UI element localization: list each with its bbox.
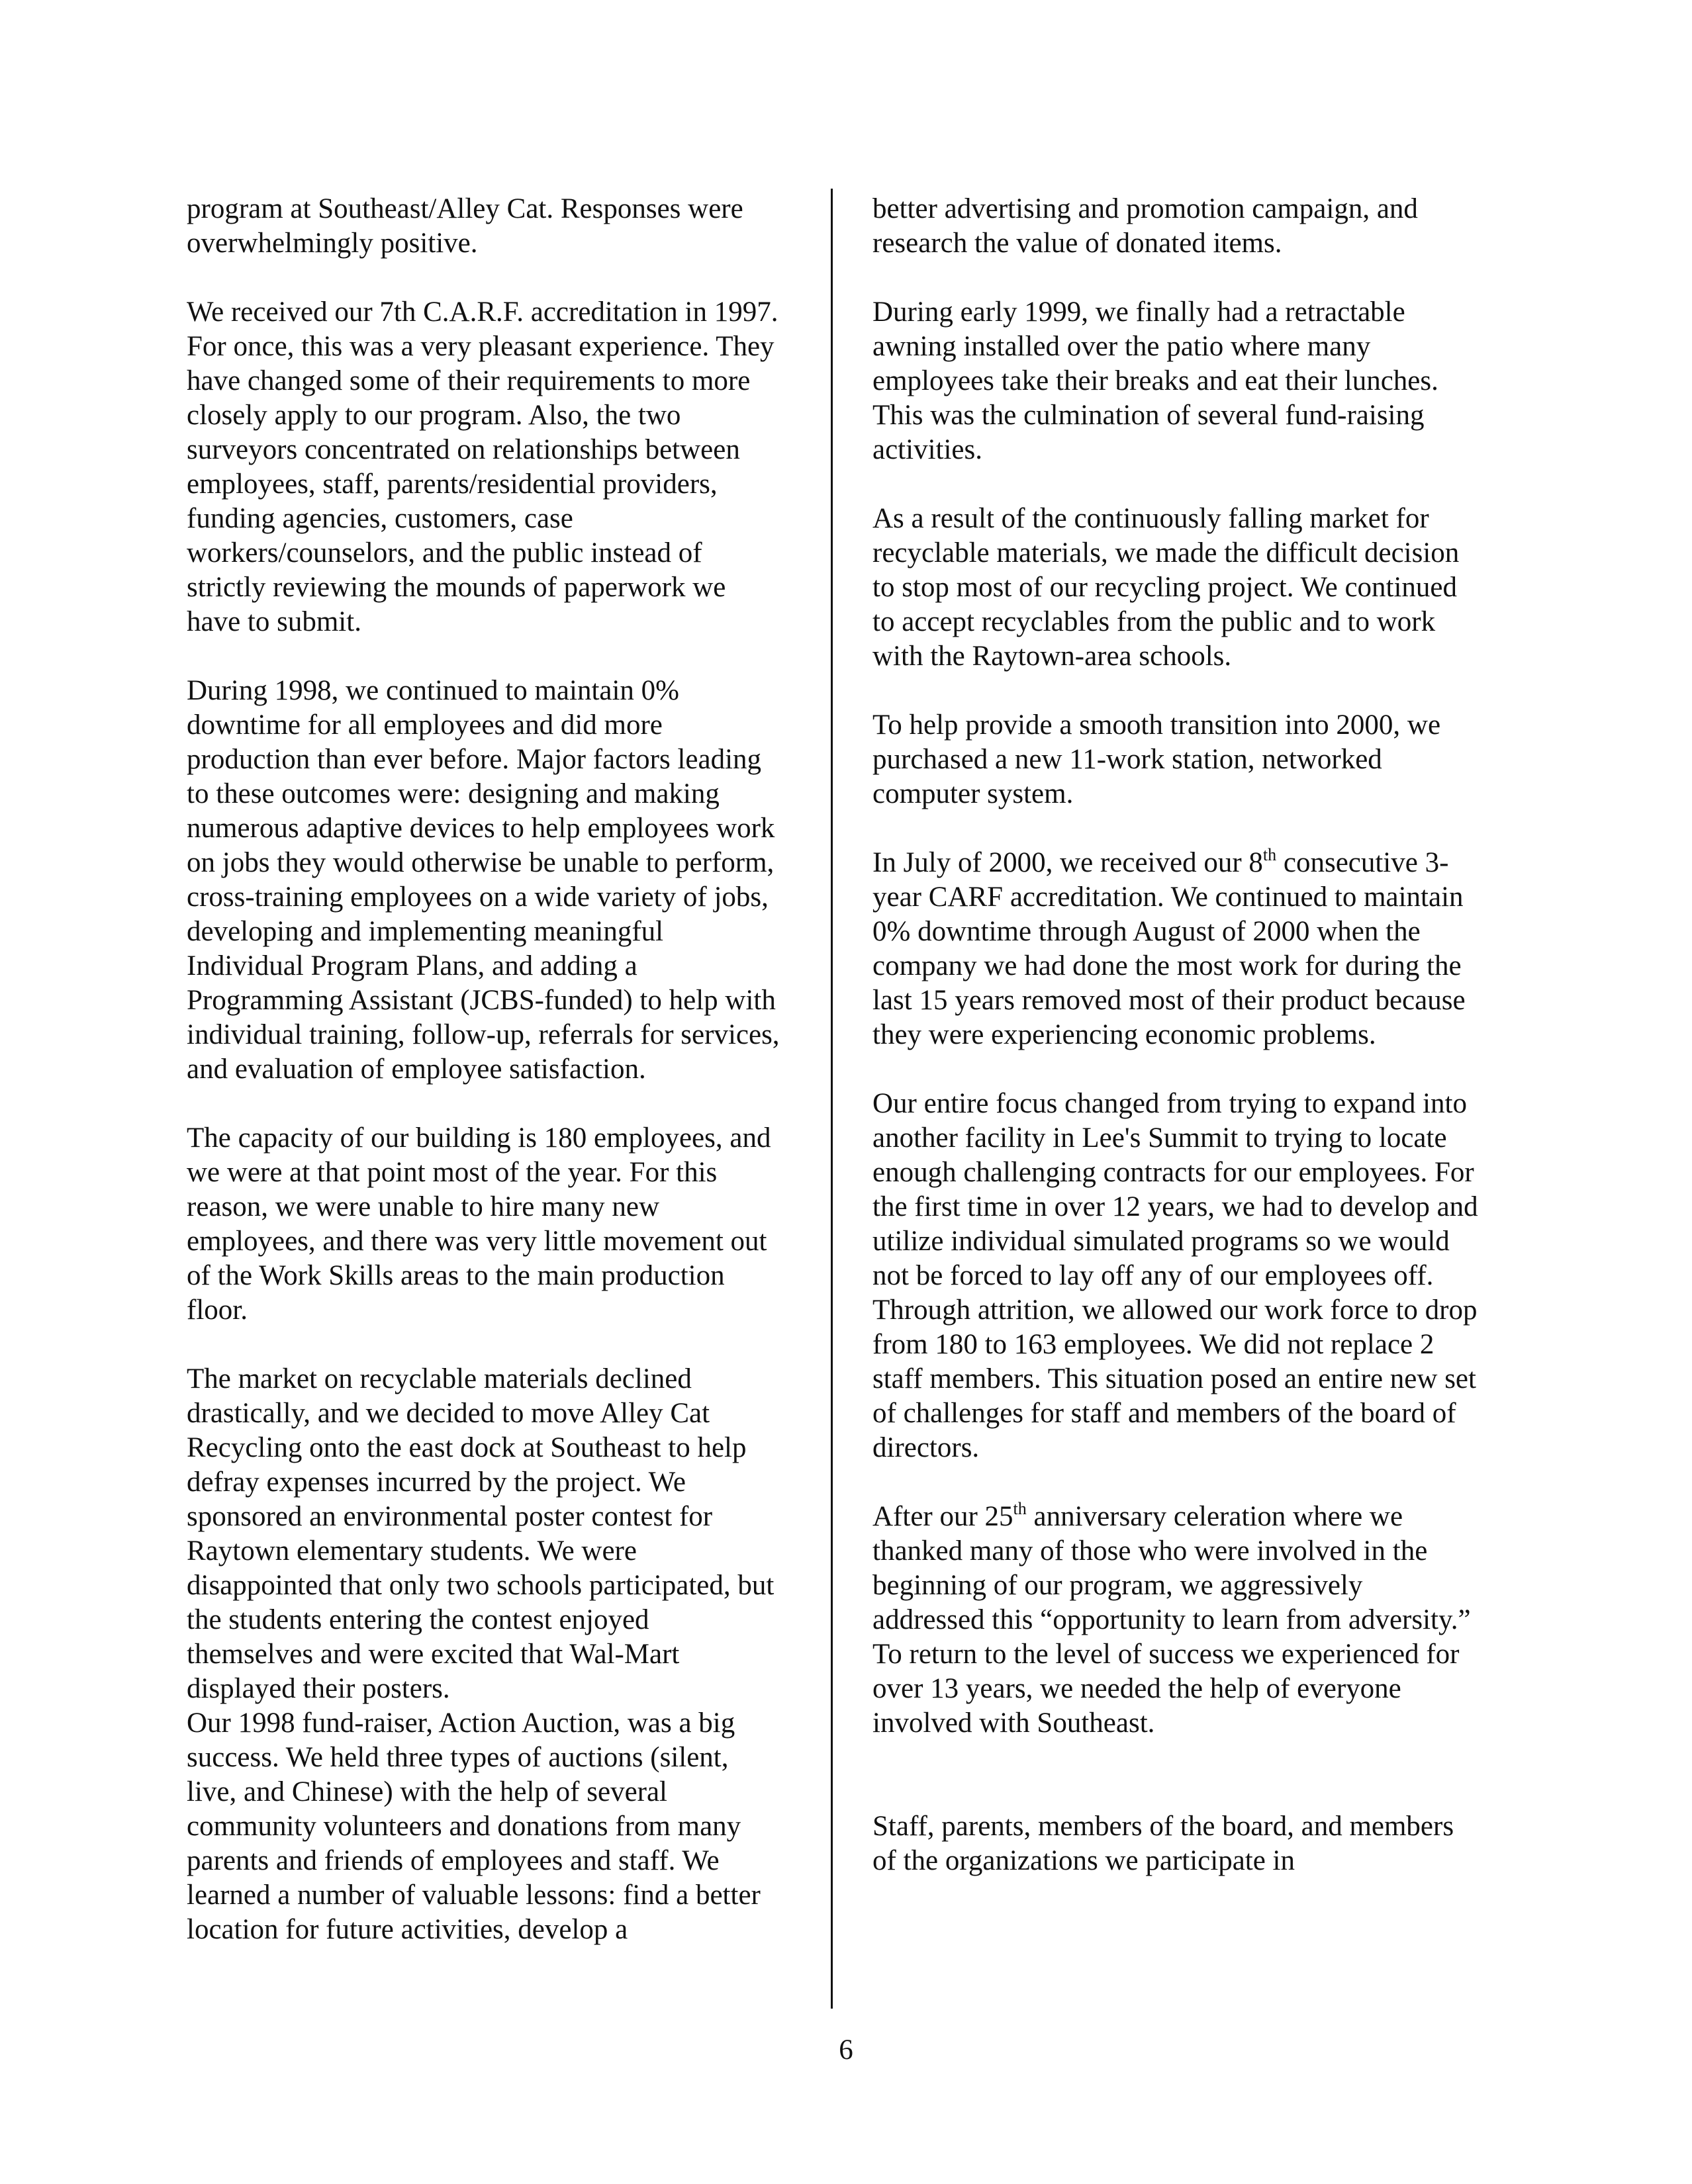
paragraph-recycling-market: The market on recyclable materials declined drastically, and we decided to move Alley Cat Recycling onto the east dock at Southeast to help defray expenses incurred by the project. We sponsored an environmental poster contest for Raytown elementary students. We were disappointed that only two schools participated, but the students entering the contest enjoyed themselves and were excited that Wal-Mart displayed their posters. — [187, 1363, 775, 1704]
paragraph-fund-raiser: Our 1998 fund-raiser, Action Auction, was a big success. We held three types of auctions (silent, live, and Chinese) with the help of several community volunteers and donations from many parents and friends of employees and staff. We learned a number of valuable lessons: find a better location for future activities, develop a — [187, 1707, 761, 1945]
paragraph-computer-system: To help provide a smooth transition into 2000, we purchased a new 11-work station, networked computer system. — [872, 709, 1441, 809]
paragraph-return-to-success: To return to the level of success we experienced for over 13 years, we needed the help of everyone involved with Southeast. — [872, 1639, 1460, 1739]
paragraph-anniversary — [872, 1500, 1481, 1637]
right-column — [872, 192, 1481, 1878]
paragraph-building-capacity: The capacity of our building is 180 employees, and we were at that point most of the year. For this reason, we were unable to hire many new employees, and there was very little movement out of the Work Skills areas to the main production floor. — [187, 1122, 771, 1326]
paragraph-advertising: better advertising and promotion campaign, and research the value of donated items. — [872, 193, 1418, 259]
carf-text-before: In July of 2000, we received our 8 — [872, 847, 1263, 878]
carf-text-after: consecutive 3-year CARF accreditation. We continued to maintain 0% downtime through August of 2000 when the company we had done the most work for during the last 15 years removed most of their product because they were experiencing economic problems. — [872, 847, 1466, 1050]
paragraph-focus-changed: Our entire focus changed from trying to expand into another facility in Lee's Summit to trying to locate enough challenging contracts for our employees. For the first time in over 12 years, we had to develop and utilize individual simulated programs so we would not be forced to lay off any of our employees off. Through attrition, we allowed our work force to drop from 180 to 163 employees. We did not replace 2 staff members. This situation posed an entire new set of challenges for staff and members of the board of directors. — [872, 1088, 1478, 1463]
paragraph-responses: program at Southeast/Alley Cat. Responses were overwhelmingly positive. — [187, 193, 743, 259]
paragraph-staff-parents: Staff, parents, members of the board, and members of the organizations we participate in — [872, 1811, 1454, 1876]
anniversary-text-after: anniversary celeration where we thanked many of those who were involved in the beginning of our program, we aggressively addressed this “opportunity to learn from adversity.” — [872, 1501, 1471, 1635]
left-column — [187, 192, 782, 1947]
page-number: 6 — [839, 2034, 853, 2066]
anniversary-text-before: After our 25 — [872, 1501, 1013, 1532]
paragraph-awning: During early 1999, we finally had a retractable awning installed over the patio where many employees take their breaks and eat their lunches. This was the culmination of several fund-raising activities. — [872, 296, 1438, 465]
carf-superscript: th — [1262, 844, 1277, 864]
paragraph-stop-recycling: As a result of the continuously falling market for recyclable materials, we made the difficult decision to stop most of our recycling project. We continued to accept recyclables from the public and to work with the Raytown-area schools. — [872, 503, 1460, 672]
paragraph-carf-2000 — [872, 846, 1481, 1052]
paragraph-1998-downtime: During 1998, we continued to maintain 0% downtime for all employees and did more production than ever before. Major factors leading to these outcomes were: designing and making numerous adaptive devices to help employees work on jobs they would otherwise be unable to perform, cross-training employees on a wide variety of jobs, developing and implementing meaningful Individual Program Plans, and adding a Programming Assistant (JCBS-funded) to help with individual training, follow-up, referrals for services, and evaluation of employee satisfaction. — [187, 675, 780, 1085]
paragraph-carf-1997: We received our 7th C.A.R.F. accreditation in 1997. For once, this was a very pleasant experience. They have changed some of their requirements to more closely apply to our program. Also, the two surveyors concentrated on relationships between employees, staff, parents/residential providers, funding agencies, customers, case workers/counselors, and the public instead of strictly reviewing the mounds of paperwork we have to submit. — [187, 296, 778, 637]
column-divider — [831, 189, 833, 2009]
anniversary-superscript: th — [1013, 1498, 1027, 1518]
